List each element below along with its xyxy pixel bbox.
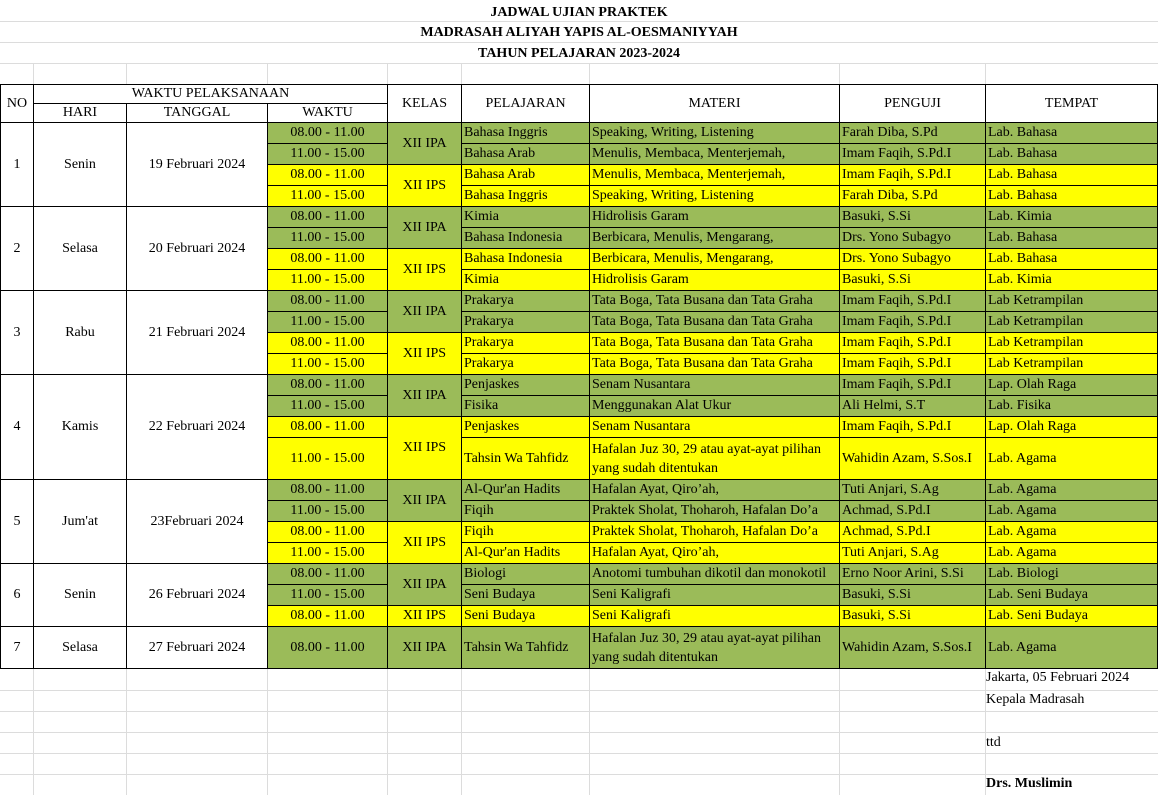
material: Hafalan Ayat, Qiro’ah, (590, 543, 840, 564)
signatory-name: Drs. Muslimin (986, 776, 1073, 791)
class-name: XII IPS (388, 165, 462, 207)
school-name: MADRASAH ALIYAH YAPIS AL-OESMANIYYAH (420, 25, 738, 40)
venue: Lab. Bahasa (986, 123, 1158, 144)
examiner: Imam Faqih, S.Pd.I (840, 375, 986, 396)
day-number: 7 (1, 627, 34, 669)
day-name: Selasa (34, 207, 127, 291)
day-number: 6 (1, 564, 34, 627)
subject: Bahasa Indonesia (462, 249, 590, 270)
col-tempat-header: TEMPAT (986, 85, 1158, 123)
material: Tata Boga, Tata Busana dan Tata Graha (590, 312, 840, 333)
venue: Lab. Seni Budaya (986, 585, 1158, 606)
material: Seni Kaligrafi (590, 585, 840, 606)
day-name: Senin (34, 123, 127, 207)
time-slot: 08.00 - 11.00 (268, 417, 388, 438)
class-name: XII IPS (388, 249, 462, 291)
time-slot: 08.00 - 11.00 (268, 333, 388, 354)
examiner: Imam Faqih, S.Pd.I (840, 144, 986, 165)
examiner: Tuti Anjari, S.Ag (840, 543, 986, 564)
class-name: XII IPS (388, 333, 462, 375)
venue: Lap. Olah Raga (986, 375, 1158, 396)
subject: Bahasa Inggris (462, 186, 590, 207)
examiner: Farah Diba, S.Pd (840, 186, 986, 207)
time-slot: 11.00 - 15.00 (268, 270, 388, 291)
time-slot: 11.00 - 15.00 (268, 438, 388, 480)
day-date: 26 Februari 2024 (127, 564, 268, 627)
examiner: Ali Helmi, S.T (840, 396, 986, 417)
examiner: Imam Faqih, S.Pd.I (840, 354, 986, 375)
examiner: Erno Noor Arini, S.Si (840, 564, 986, 585)
day-number: 3 (1, 291, 34, 375)
col-hari-header: HARI (34, 104, 127, 123)
time-slot: 11.00 - 15.00 (268, 501, 388, 522)
day-date: 27 Februari 2024 (127, 627, 268, 669)
material: Senam Nusantara (590, 375, 840, 396)
day-name: Selasa (34, 627, 127, 669)
examiner: Drs. Yono Subagyo (840, 249, 986, 270)
table-row (1, 207, 1158, 228)
examiner: Imam Faqih, S.Pd.I (840, 165, 986, 186)
venue: Lab. Bahasa (986, 165, 1158, 186)
subject: Prakarya (462, 333, 590, 354)
table-row (1, 627, 1158, 669)
signature-position: Kepala Madrasah (986, 692, 1085, 707)
time-slot: 08.00 - 11.00 (268, 123, 388, 144)
subject: Bahasa Arab (462, 165, 590, 186)
examiner: Wahidin Azam, S.Sos.I (840, 438, 986, 480)
examiner: Imam Faqih, S.Pd.I (840, 291, 986, 312)
venue: Lab. Agama (986, 627, 1158, 669)
time-slot: 11.00 - 15.00 (268, 312, 388, 333)
venue: Lab. Bahasa (986, 144, 1158, 165)
time-slot: 08.00 - 11.00 (268, 480, 388, 501)
material: Menggunakan Alat Ukur (590, 396, 840, 417)
time-slot: 08.00 - 11.00 (268, 375, 388, 396)
col-waktu-header: WAKTU (268, 104, 388, 123)
subject: Al-Qur'an Hadits (462, 543, 590, 564)
examiner: Farah Diba, S.Pd (840, 123, 986, 144)
venue: Lab Ketrampilan (986, 333, 1158, 354)
class-name: XII IPA (388, 207, 462, 249)
examiner: Imam Faqih, S.Pd.I (840, 312, 986, 333)
day-date: 23Februari 2024 (127, 480, 268, 564)
material: Hafalan Juz 30, 29 atau ayat-ayat pilihan yang sudah ditentukan (590, 438, 840, 480)
table-row (1, 375, 1158, 396)
subject: Biologi (462, 564, 590, 585)
examiner: Imam Faqih, S.Pd.I (840, 417, 986, 438)
venue: Lab. Kimia (986, 270, 1158, 291)
table-row (1, 480, 1158, 501)
time-slot: 08.00 - 11.00 (268, 564, 388, 585)
class-name: XII IPS (388, 417, 462, 480)
class-name: XII IPA (388, 480, 462, 522)
table-row (1, 291, 1158, 312)
class-name: XII IPA (388, 627, 462, 669)
material: Berbicara, Menulis, Mengarang, (590, 249, 840, 270)
examiner: Achmad, S.Pd.I (840, 501, 986, 522)
col-no-header: NO (1, 85, 34, 123)
day-number: 4 (1, 375, 34, 480)
subject: Prakarya (462, 291, 590, 312)
material: Speaking, Writing, Listening (590, 186, 840, 207)
time-slot: 08.00 - 11.00 (268, 291, 388, 312)
day-number: 2 (1, 207, 34, 291)
venue: Lab. Agama (986, 522, 1158, 543)
venue: Lab. Agama (986, 480, 1158, 501)
day-number: 1 (1, 123, 34, 207)
examiner: Basuki, S.Si (840, 606, 986, 627)
subject: Prakarya (462, 312, 590, 333)
material: Seni Kaligrafi (590, 606, 840, 627)
class-name: XII IPA (388, 123, 462, 165)
day-name: Rabu (34, 291, 127, 375)
day-date: 19 Februari 2024 (127, 123, 268, 207)
col-penguji-header: PENGUJI (840, 85, 986, 123)
time-slot: 08.00 - 11.00 (268, 249, 388, 270)
time-slot: 11.00 - 15.00 (268, 354, 388, 375)
material: Speaking, Writing, Listening (590, 123, 840, 144)
venue: Lap. Olah Raga (986, 417, 1158, 438)
class-name: XII IPA (388, 375, 462, 417)
venue: Lab. Bahasa (986, 186, 1158, 207)
venue: Lab. Agama (986, 438, 1158, 480)
venue: Lab Ketrampilan (986, 354, 1158, 375)
col-kelas-header: KELAS (388, 85, 462, 123)
examiner: Imam Faqih, S.Pd.I (840, 333, 986, 354)
time-slot: 08.00 - 11.00 (268, 522, 388, 543)
subject: Seni Budaya (462, 585, 590, 606)
time-slot: 08.00 - 11.00 (268, 207, 388, 228)
subject: Fisika (462, 396, 590, 417)
document-title: JADWAL UJIAN PRAKTEK (490, 5, 668, 20)
material: Hafalan Ayat, Qiro’ah, (590, 480, 840, 501)
examiner: Basuki, S.Si (840, 270, 986, 291)
day-name: Kamis (34, 375, 127, 480)
material: Menulis, Membaca, Menterjemah, (590, 165, 840, 186)
subject: Bahasa Inggris (462, 123, 590, 144)
class-name: XII IPA (388, 291, 462, 333)
class-name: XII IPS (388, 606, 462, 627)
day-date: 21 Februari 2024 (127, 291, 268, 375)
examiner: Tuti Anjari, S.Ag (840, 480, 986, 501)
venue: Lab. Biologi (986, 564, 1158, 585)
venue: Lab Ketrampilan (986, 312, 1158, 333)
class-name: XII IPS (388, 522, 462, 564)
subject: Kimia (462, 207, 590, 228)
time-slot: 11.00 - 15.00 (268, 186, 388, 207)
venue: Lab. Kimia (986, 207, 1158, 228)
academic-year: TAHUN PELAJARAN 2023-2024 (478, 46, 680, 61)
day-date: 22 Februari 2024 (127, 375, 268, 480)
subject: Al-Qur'an Hadits (462, 480, 590, 501)
day-date: 20 Februari 2024 (127, 207, 268, 291)
class-name: XII IPA (388, 564, 462, 606)
subject: Tahsin Wa Tahfidz (462, 627, 590, 669)
time-slot: 08.00 - 11.00 (268, 627, 388, 669)
time-slot: 08.00 - 11.00 (268, 165, 388, 186)
examiner: Achmad, S.Pd.I (840, 522, 986, 543)
subject: Bahasa Arab (462, 144, 590, 165)
col-tanggal-header: TANGGAL (127, 104, 268, 123)
subject: Prakarya (462, 354, 590, 375)
material: Tata Boga, Tata Busana dan Tata Graha (590, 354, 840, 375)
day-number: 5 (1, 480, 34, 564)
subject: Bahasa Indonesia (462, 228, 590, 249)
col-materi-header: MATERI (590, 85, 840, 123)
exam-schedule-table (0, 84, 1158, 669)
signature-date: Jakarta, 05 Februari 2024 (986, 670, 1130, 685)
venue: Lab Ketrampilan (986, 291, 1158, 312)
venue: Lab. Agama (986, 543, 1158, 564)
subject: Seni Budaya (462, 606, 590, 627)
material: Anotomi tumbuhan dikotil dan monokotil (590, 564, 840, 585)
venue: Lab. Bahasa (986, 249, 1158, 270)
material: Menulis, Membaca, Menterjemah, (590, 144, 840, 165)
subject: Kimia (462, 270, 590, 291)
material: Praktek Sholat, Thoharoh, Hafalan Do’a (590, 522, 840, 543)
subject: Penjaskes (462, 417, 590, 438)
col-pelajaran-header: PELAJARAN (462, 85, 590, 123)
material: Hidrolisis Garam (590, 207, 840, 228)
time-slot: 11.00 - 15.00 (268, 543, 388, 564)
examiner: Basuki, S.Si (840, 207, 986, 228)
material: Senam Nusantara (590, 417, 840, 438)
material: Praktek Sholat, Thoharoh, Hafalan Do’a (590, 501, 840, 522)
examiner: Drs. Yono Subagyo (840, 228, 986, 249)
material: Hidrolisis Garam (590, 270, 840, 291)
material: Berbicara, Menulis, Mengarang, (590, 228, 840, 249)
time-slot: 11.00 - 15.00 (268, 396, 388, 417)
subject: Fiqih (462, 522, 590, 543)
venue: Lab. Agama (986, 501, 1158, 522)
material: Tata Boga, Tata Busana dan Tata Graha (590, 333, 840, 354)
examiner: Wahidin Azam, S.Sos.I (840, 627, 986, 669)
venue: Lab. Seni Budaya (986, 606, 1158, 627)
venue: Lab. Bahasa (986, 228, 1158, 249)
time-slot: 11.00 - 15.00 (268, 144, 388, 165)
time-slot: 11.00 - 15.00 (268, 585, 388, 606)
table-row (1, 564, 1158, 585)
subject: Tahsin Wa Tahfidz (462, 438, 590, 480)
venue: Lab. Fisika (986, 396, 1158, 417)
signature-mark: ttd (986, 735, 1001, 750)
day-name: Senin (34, 564, 127, 627)
subject: Fiqih (462, 501, 590, 522)
col-waktu-pelaksanaan-header: WAKTU PELAKSANAAN (34, 85, 388, 104)
table-row (1, 123, 1158, 144)
material: Hafalan Juz 30, 29 atau ayat-ayat pilihan yang sudah ditentukan (590, 627, 840, 669)
examiner: Basuki, S.Si (840, 585, 986, 606)
material: Tata Boga, Tata Busana dan Tata Graha (590, 291, 840, 312)
subject: Penjaskes (462, 375, 590, 396)
day-name: Jum'at (34, 480, 127, 564)
time-slot: 11.00 - 15.00 (268, 228, 388, 249)
time-slot: 08.00 - 11.00 (268, 606, 388, 627)
